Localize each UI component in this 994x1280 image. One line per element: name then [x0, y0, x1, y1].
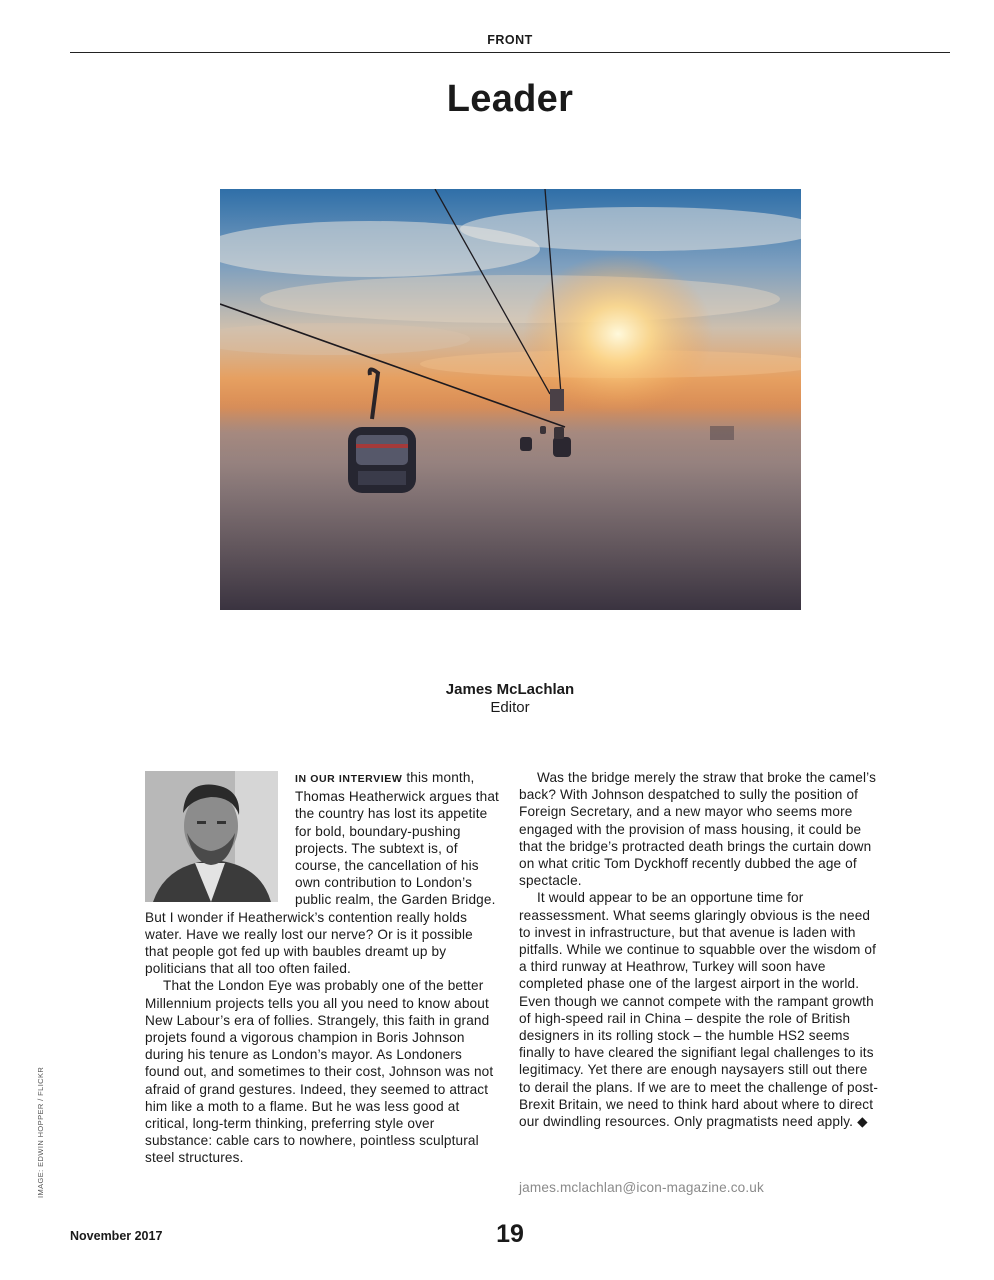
author-portrait: [145, 771, 278, 902]
hero-photo-cable-cars: [220, 189, 801, 610]
article-paragraph-4: [519, 889, 881, 1130]
page-title: Leader: [446, 78, 574, 120]
article-column-right: [519, 769, 881, 1130]
image-credit: IMAGE: EDWIN HOPPER / FLICKR: [36, 1066, 45, 1198]
article-column-left: [145, 769, 500, 1167]
author-block: [0, 681, 994, 717]
header-rule: [70, 52, 950, 53]
section-label: FRONT: [487, 33, 533, 47]
author-name: James McLachlan: [445, 681, 575, 698]
article-paragraph-3: Was the bridge merely the straw that broke the camel’s back? With Johnson despatched to sully the position of Foreign Secretary, and a new mayor who seems more engaged with the provision of mass housing, it could be that the bridge’s protracted death brings the curtain down on what critic Tom Dyckhoff recently dubbed the age of spectacle.: [519, 770, 877, 889]
article-paragraph-2: That the London Eye was probably one of the better Millennium projects tells you all you need to know about New Labour’s era of follies. Strangely, this faith in grand projets found a vigorous champion in Boris Johnson during his tenure as London’s mayor. As Londoners found out, and sometimes to their cost, Johnson was not afraid of grand gestures. Indeed, they seemed to attract him like a moth to a flame. But he was less good at critical, long-term thinking, preferring style over substance: cable cars to nowhere, pointless sculptural steel structures.: [145, 978, 494, 1166]
article-paragraph-1-text: this month, Thomas Heatherwick argues that the country has lost its appetite for bold, boundary-pushing projects. The subtext is, of course, the cancellation of his own contribution to London’s public realm, the Garden Bridge. But I wonder if Heatherwick’s contention really holds water. Have we really lost our nerve? Or is it possible that people got fed up with baubles dreamt up by politicians that all too often failed.: [145, 770, 499, 977]
article-paragraph-4-text: It would appear to be an opportune time for reassessment. What seems glaringly obvious is the need to invest in infrastructure, but that avenue is laden with pitfalls. While we continue to squabble over the wisdom of a third runway at Heathrow, Turkey will soon have completed phase one of the largest airport in the world. Even though we cannot compete with the rampant growth of high-speed rail in China – despite the role of British designers in its rolling stock – the humble HS2 seems finally to have cleared the signifiant legal challenges to its legitimacy. Yet there are enough naysayers still out there to derail the plans. If we are to meet the challenge of post-Brexit Britain, we need to think hard about where to direct our dwindling resources. Only pragmatists need apply.: [519, 890, 879, 1130]
page-number: 19: [496, 1220, 524, 1248]
article-kicker: IN OUR INTERVIEW: [295, 773, 403, 785]
issue-date: November 2017: [70, 1229, 163, 1243]
author-email-link[interactable]: james.mclachlan@icon-magazine.co.uk: [519, 1180, 764, 1195]
end-mark-icon: ◆: [857, 1114, 868, 1130]
author-role: Editor: [490, 699, 530, 716]
